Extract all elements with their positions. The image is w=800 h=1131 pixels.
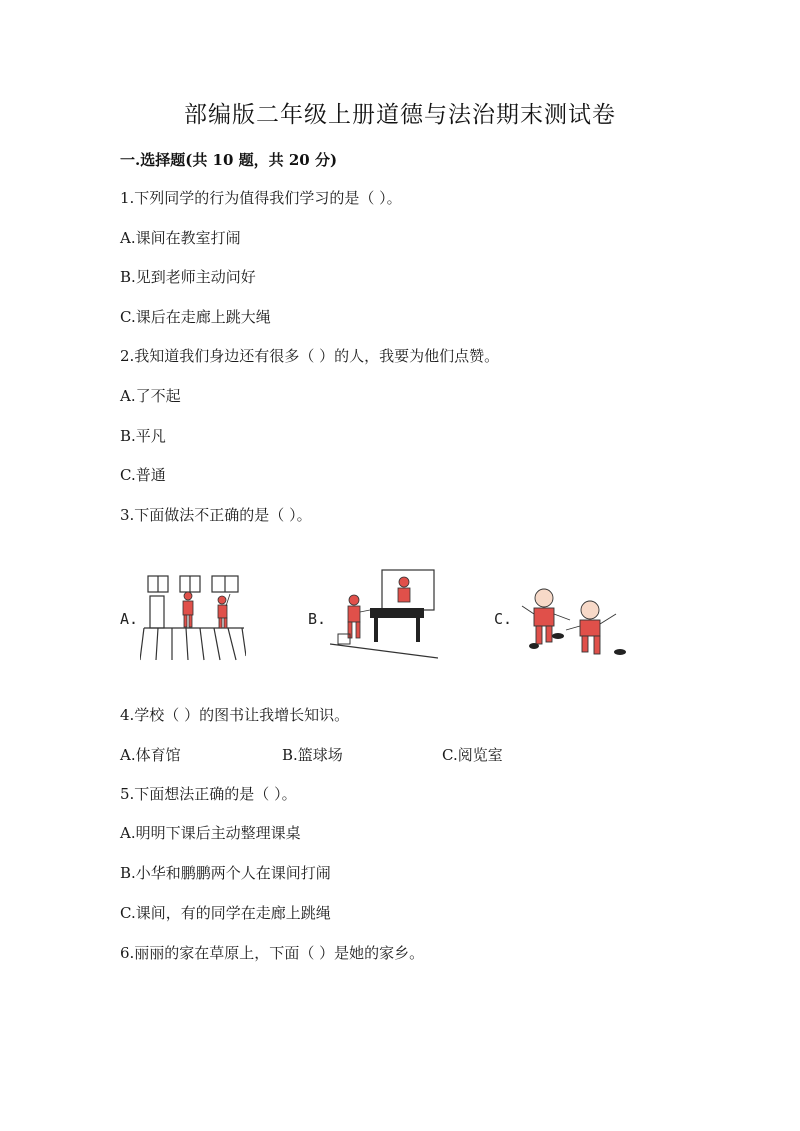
question-3-option-c-label[interactable]: C. [494, 610, 513, 628]
question-2-option-a[interactable]: A.了不起 [120, 387, 181, 405]
question-3-option-b-label[interactable]: B. [308, 610, 327, 628]
question-2-option-c[interactable]: C.普通 [120, 466, 166, 484]
question-4-option-a[interactable]: A.体育馆 [120, 746, 181, 764]
question-5-stem: 5.下面想法正确的是（ ）。 [120, 785, 297, 803]
question-6-stem: 6.丽丽的家在草原上，下面（ ）是她的家乡。 [120, 944, 425, 962]
classroom-window-illustration [140, 570, 246, 662]
question-5-option-c[interactable]: C.课间，有的同学在走廊上跳绳 [120, 904, 331, 922]
question-3-option-a-label[interactable]: A. [120, 610, 139, 628]
question-5-option-a[interactable]: A.明明下课后主动整理课桌 [120, 824, 301, 842]
question-2-option-b[interactable]: B.平凡 [120, 427, 166, 445]
section-heading: 一.选择题(共 10 题，共 20 分) [120, 151, 338, 169]
question-4-option-b[interactable]: B.篮球场 [282, 746, 343, 764]
kids-fighting-illustration [516, 584, 628, 660]
cleaning-desk-illustration [330, 566, 438, 662]
question-3-stem: 3.下面做法不正确的是（ ）。 [120, 506, 312, 524]
question-4-stem: 4.学校（ ）的图书让我增长知识。 [120, 706, 350, 724]
question-1-option-b[interactable]: B.见到老师主动问好 [120, 268, 256, 286]
question-3-figure-b[interactable] [330, 566, 438, 662]
question-1-option-c[interactable]: C.课后在走廊上跳大绳 [120, 308, 271, 326]
question-3-figure-c[interactable] [516, 584, 628, 660]
page-title: 部编版二年级上册道德与法治期末测试卷 [184, 102, 616, 128]
question-5-option-b[interactable]: B.小华和鹏鹏两个人在课间打闹 [120, 864, 331, 882]
question-2-stem: 2.我知道我们身边还有很多（ ）的人，我要为他们点赞。 [120, 347, 500, 365]
question-1-option-a[interactable]: A.课间在教室打闹 [120, 229, 241, 247]
question-3-figure-a[interactable] [140, 570, 246, 662]
question-1-stem: 1.下列同学的行为值得我们学习的是（ ）。 [120, 189, 402, 207]
question-4-option-c[interactable]: C.阅览室 [442, 746, 503, 764]
